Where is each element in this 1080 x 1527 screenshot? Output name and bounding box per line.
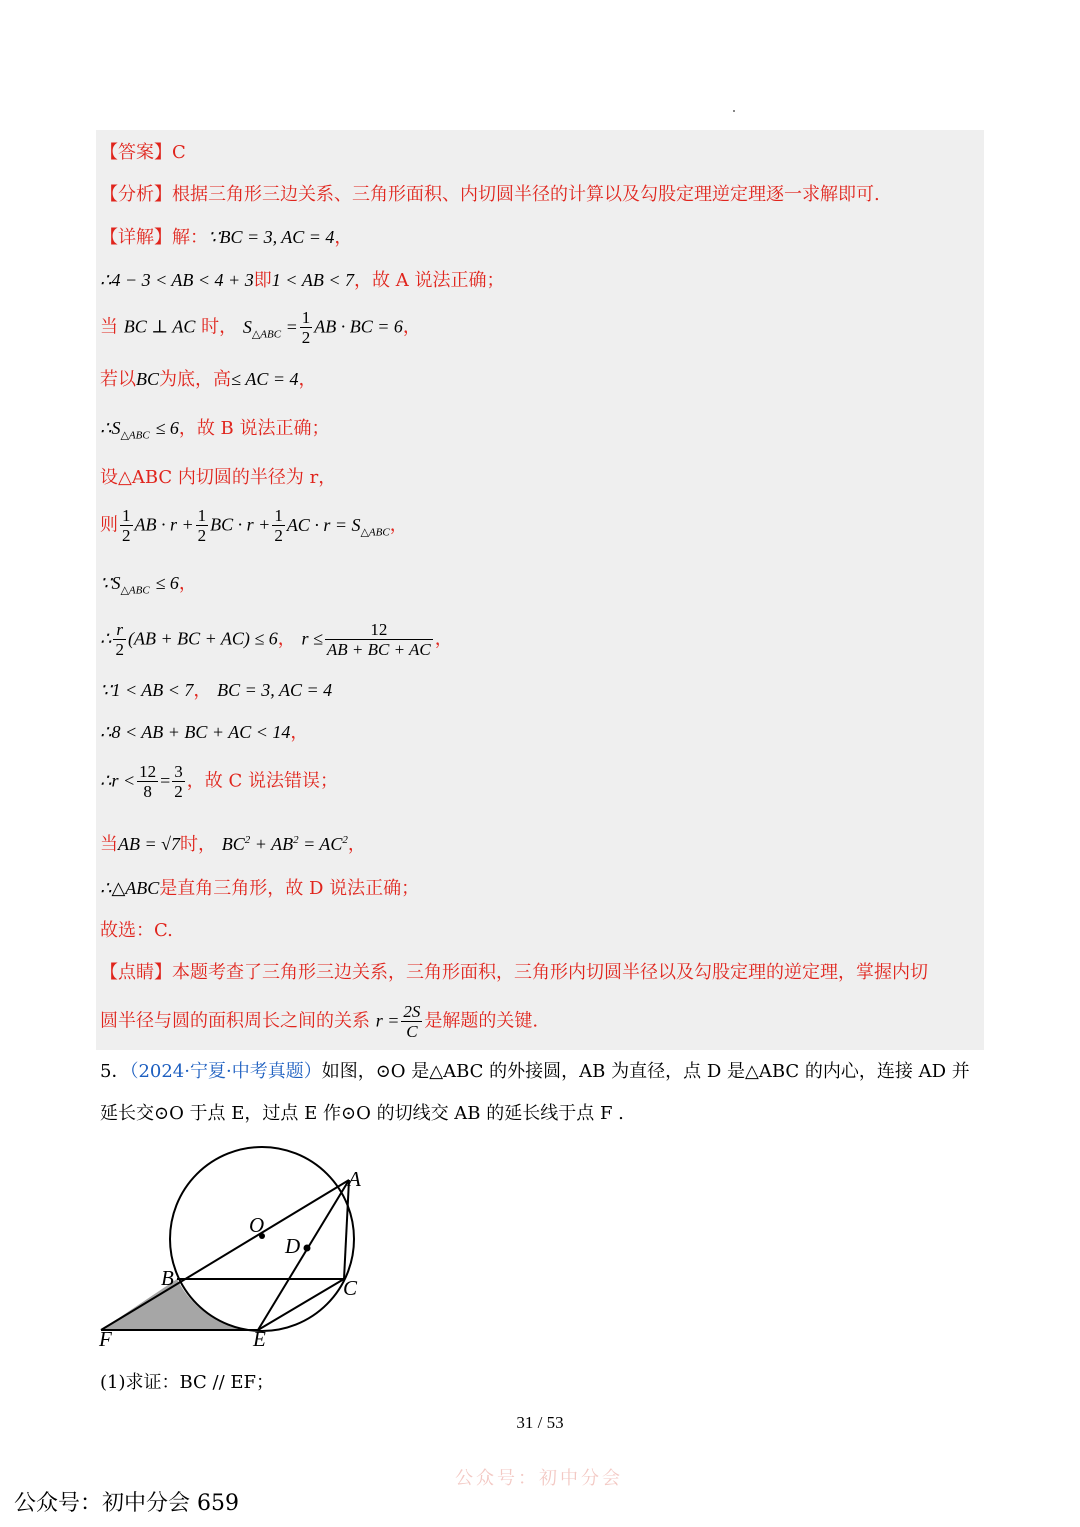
step-triangle-inequality: ∴4 − 3 < AB < 4 + 3即1 < AB < 7，故 A 说法正确； (100, 270, 505, 291)
label-D: D (285, 1234, 301, 1258)
step-height: 若以BC为底，高≤ AC = 4， (100, 369, 317, 390)
step-area-bound: $\therefore S_{\triangle ABC} \le 6$，故 B 说法正确； (100, 418, 330, 442)
comment-line-2: 圆半径与圆的面积周长之间的关系 r = $\frac{2S}{C}$ 是解题的关键. (100, 1002, 539, 1041)
step-inradius: 设△ABC 内切圆的半径为 r， (100, 467, 337, 488)
question-part-1: (1)求证：BC // EF； (100, 1372, 275, 1393)
question-line-2: 延长交⊙O 于点 E，过点 E 作⊙O 的切线交 AB 的延长线于点 F . (100, 1103, 624, 1124)
geometry-figure (95, 1140, 395, 1360)
comment-line-1: 【点睛】本题考查了三角形三边关系，三角形面积，三角形内切圆半径以及勾股定理的逆定理，掌握内切 (100, 962, 928, 983)
question-line-1: 5．（2024·宁夏·中考真题）如图，⊙O 是△ABC 的外接圆，AB 为直径，点 D 是△ABC 的内心，连接 AD 并 (100, 1061, 970, 1082)
speck (733, 110, 735, 112)
segment-AC (344, 1180, 349, 1279)
step-r-value: ∴r < $\frac{12}{8}$ = $\frac{3}{2}$ ，故 C 说法错误； (100, 762, 338, 801)
watermark: 公众号：初中分会 (455, 1468, 623, 1489)
label-E: E (253, 1327, 266, 1351)
segment-FA (101, 1180, 349, 1330)
label-A: A (348, 1167, 361, 1191)
label-B: B (161, 1266, 174, 1290)
step-perimeter: ∴8 < AB + BC + AC < 14， (100, 722, 309, 743)
step-pythagoras: 当AB = √7时， $BC^2 + AB^2 = AC^2$， (100, 834, 366, 855)
step-area-max: 当 BC ⊥ AC 时， $S_{\triangle ABC}$ = $\frac{1}{2}$ AB · BC = 6， (100, 308, 421, 347)
choose-line: 故选：C. (100, 920, 173, 941)
label-O: O (249, 1213, 265, 1237)
analysis-line: 【分析】根据三角形三边关系、三角形面积、内切圆半径的计算以及勾股定理逆定理逐一求解即可. (100, 184, 880, 205)
page-number: 31 / 53 (516, 1413, 564, 1432)
segment-AE (258, 1180, 349, 1330)
detail-line: 【详解】解：∵BC = 3, AC = 4， (100, 227, 353, 248)
footer-text: 公众号：初中分会 659 (14, 1491, 239, 1516)
incenter-point-D (304, 1245, 311, 1252)
step-since-ab: ∵1 < AB < 7， BC = 3, AC = 4 (100, 680, 333, 701)
step-since-area: $\because S_{\triangle ABC} \le 6$， (100, 573, 197, 597)
step-r-bound: ∴ $\frac{r}{2}$ (AB + BC + AC) ≤ 6， r ≤ $\frac{12}{AB + BC + AC}$ ， (100, 620, 453, 659)
label-C: C (343, 1276, 358, 1300)
step-right-triangle: ∴△ABC是直角三角形，故 D 说法正确； (100, 878, 420, 899)
answer-line: 【答案】C (100, 142, 186, 163)
label-F: F (99, 1327, 112, 1351)
step-area-formula: 则 $\frac{1}{2}$ AB · r + $\frac{1}{2}$ BC · r + $\frac{1}{2}$ AC · $r = S_{\triangle ABC}$， (100, 506, 408, 545)
shaded-region (101, 1279, 258, 1330)
